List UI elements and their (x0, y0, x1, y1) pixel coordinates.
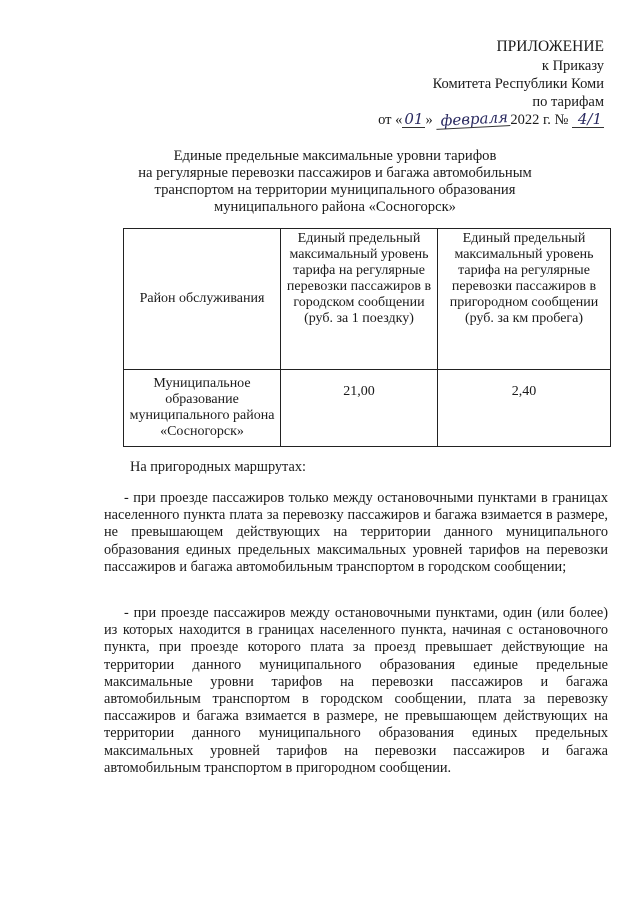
title-line-2: на регулярные перевозки пассажиров и багажа автомобильным (138, 165, 532, 181)
header-city-tariff: Единый предельный максимальный уровень тарифа на регулярные перевозки пассажиров в городском сообщении (руб. за 1 поездку) (281, 229, 438, 370)
cell-suburban-tariff: 2,40 (438, 370, 611, 447)
appendix-date-line (378, 108, 604, 130)
table-header-row (124, 229, 611, 370)
date-mid: » (425, 112, 433, 128)
appendix-line-order: к Приказу (541, 58, 604, 74)
document-title (40, 148, 630, 216)
title-line-4: муниципального района «Сосногорск» (214, 199, 456, 215)
paragraph-mixed-stops: - при проезде пассажиров между остановочными пунктами, один (или более) из которых находится в границах населенного пункта, начиная с остановочного пункта, при проезде которого плата за проезд превышает действующие на территории данного муниципального образования единые предельные максимальные уровни тарифов на перевозки пассажиров и багажа автомобильным транспортом в городском сообщении, плата за перевозку пассажиров и багажа взимается в размере, не превышающем действующих на территории данного муниципального образования единых предельных максимальных уровней тарифов на перевозки пассажиров и багажа автомобильным транспортом в пригородном сообщении. (104, 605, 608, 776)
paragraph-city-stops: - при проезде пассажиров только между остановочными пунктами в границах населенного пункта плата за перевозку пассажиров и багажа взимается в размере, не превышающем действующих на территории данного муниципального образования единых предельных максимальных уровней тарифов на перевозки пассажиров и багажа автомобильным транспортом в городском сообщении; (104, 490, 608, 575)
appendix-line-tariffs: по тарифам (532, 94, 604, 110)
date-year: 2022 г. № (510, 112, 569, 128)
handwritten-order-number: 4/1 (572, 112, 604, 128)
handwritten-month: февраля (436, 110, 511, 130)
header-service-area: Район обслуживания (124, 229, 281, 370)
intro-text: На пригородных маршрутах: (130, 459, 306, 475)
appendix-block (378, 38, 604, 129)
title-line-1: Единые предельные максимальные уровни тарифов (173, 148, 497, 164)
date-prefix: от « (378, 112, 403, 128)
cell-city-tariff: 21,00 (281, 370, 438, 447)
appendix-title: ПРИЛОЖЕНИЕ (496, 38, 604, 55)
header-suburban-tariff: Единый предельный максимальный уровень тарифа на регулярные перевозки пассажиров в пригородном сообщении (руб. за км пробега) (438, 229, 611, 370)
tariff-table (123, 228, 611, 447)
appendix-line-committee: Комитета Республики Коми (432, 76, 604, 92)
title-line-3: транспортом на территории муниципального образования (154, 182, 516, 198)
table-row (124, 370, 611, 447)
cell-service-area: Муниципальное образование муниципального района «Сосногорск» (124, 370, 281, 447)
handwritten-day: 01 (404, 110, 424, 128)
